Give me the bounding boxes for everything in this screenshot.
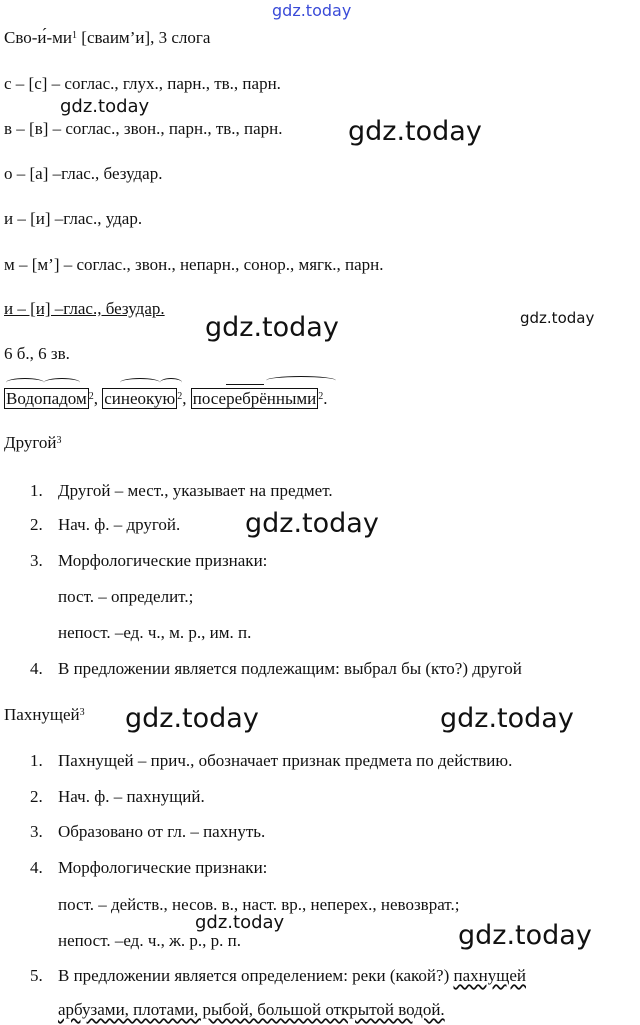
morph-end: . [323, 389, 328, 408]
watermark: gdz.today [458, 920, 592, 951]
item-text: Пахнущей – прич., обозначает признак предмета по действию. [58, 751, 513, 770]
item-text: В предложении является определением: реки (какой?) [58, 966, 454, 985]
item-underlined-word: пахнущей [453, 966, 526, 985]
list-item [30, 858, 267, 878]
morph-sup-2: 2 [177, 391, 183, 402]
watermark: gdz.today [440, 703, 574, 734]
item-continuation: арбузами, плотами, рыбой, большой открытой водой. [58, 1000, 445, 1019]
item-number: 3. [30, 822, 43, 841]
item-text: Образовано от гл. – пахнуть. [58, 822, 266, 841]
phonetic-row: в – [в] – соглас., звон., парн., тв., парн. [4, 119, 283, 138]
header-rest: [сваим’и], 3 слога [77, 28, 211, 47]
watermark: gdz.today [205, 312, 339, 343]
item-number: 5. [30, 966, 43, 985]
section-title-text: Другой [4, 433, 57, 452]
morph-sup-1: 2 [88, 391, 94, 402]
morph-word-1: Водопадом [6, 389, 87, 408]
list-item [30, 659, 522, 679]
phonetic-header [4, 28, 210, 48]
section-title-text: Пахнущей [4, 705, 80, 724]
item-number: 1. [30, 481, 43, 500]
item-text: Нач. ф. – другой. [58, 515, 181, 534]
watermark: gdz.today [272, 1, 352, 20]
list-item [30, 822, 265, 842]
morph-sup-3: 2 [318, 391, 324, 402]
list-item [30, 481, 333, 501]
item-number: 4. [30, 659, 43, 678]
section-title [4, 705, 85, 725]
watermark: gdz.today [520, 309, 595, 327]
morphemic-line [4, 389, 328, 409]
phonetic-summary: 6 б., 6 зв. [4, 344, 70, 363]
item-number: 1. [30, 751, 43, 770]
watermark: gdz.today [245, 508, 379, 539]
phonetic-row: и – [и] –глас., безудар. [4, 299, 165, 318]
sub-item: непост. –ед. ч., ж. р., р. п. [58, 931, 241, 950]
morph-sep: , [182, 389, 191, 408]
header-word: Сво-и́-ми [4, 28, 73, 47]
morph-word-2: синеокую [104, 389, 176, 408]
item-number: 4. [30, 858, 43, 877]
section-title-sup: 3 [56, 435, 62, 446]
item-text: Морфологические признаки: [58, 858, 268, 877]
watermark: gdz.today [348, 116, 482, 147]
list-item [30, 551, 267, 571]
phonetic-row: и – [и] –глас., удар. [4, 209, 143, 228]
morph-word-3: посеребрёнными [192, 389, 317, 408]
watermark: gdz.today [195, 912, 285, 933]
section-title [4, 433, 62, 453]
phonetic-row: о – [а] –глас., безудар. [4, 164, 163, 183]
item-text: Нач. ф. – пахнущий. [58, 787, 205, 806]
item-number: 2. [30, 515, 43, 534]
item-text: Другой – мест., указывает на предмет. [58, 481, 333, 500]
sub-item: пост. – определит.; [58, 587, 194, 606]
header-sup: 1 [72, 30, 78, 41]
list-item [30, 751, 512, 771]
list-item [30, 787, 205, 807]
list-item [30, 515, 180, 535]
item-text: В предложении является подлежащим: выбрал бы (кто?) другой [58, 659, 522, 678]
sub-item: пост. – действ., несов. в., наст. вр., неперех., невозврат.; [58, 895, 460, 914]
phonetic-row: с – [с] – соглас., глух., парн., тв., парн. [4, 74, 281, 93]
watermark: gdz.today [60, 96, 150, 117]
item-text: Морфологические признаки: [58, 551, 268, 570]
item-number: 2. [30, 787, 43, 806]
sub-item: непост. –ед. ч., м. р., им. п. [58, 623, 252, 642]
watermark: gdz.today [125, 703, 259, 734]
phonetic-row: м – [м’] – соглас., звон., непарн., сонор., мягк., парн. [4, 255, 384, 274]
section-title-sup: 3 [79, 707, 85, 718]
morph-sep: , [93, 389, 103, 408]
item-number: 3. [30, 551, 43, 570]
list-item [30, 966, 526, 986]
